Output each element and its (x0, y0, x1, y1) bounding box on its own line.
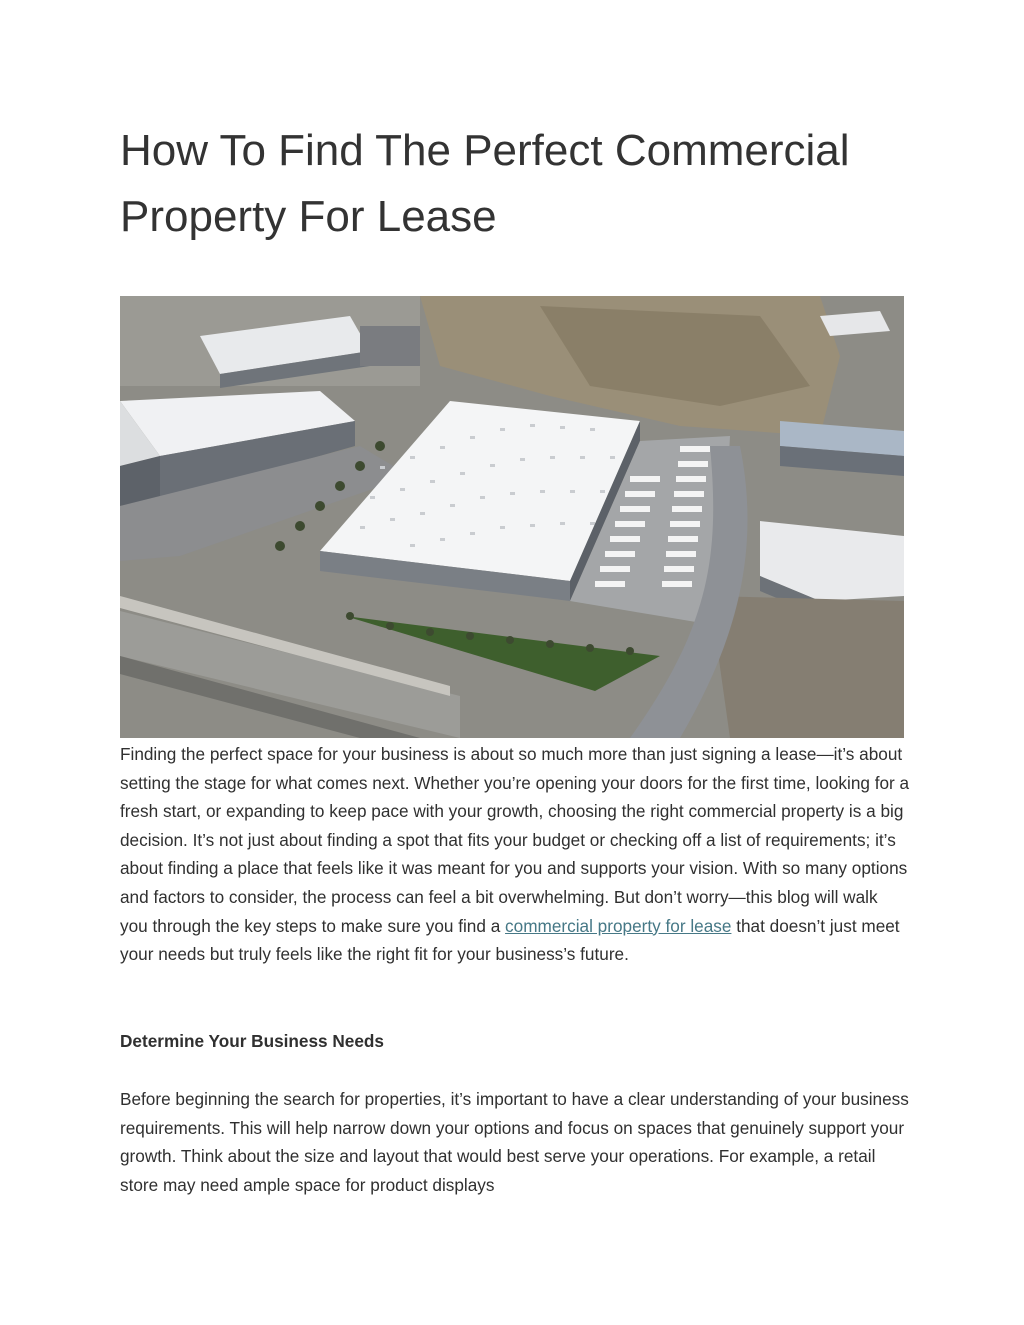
intro-text-start: Finding the perfect space for your business is about so much more than just signing a lease—it’s about setting the stage for what comes next. Whether you’re opening your doors for the first time, looking for a fresh start, or expanding to keep pace with your growth, choosing the right commercial property is a big decision. It’s not just about finding a spot that fits your budget or checking off a list of requirements; it’s about finding a place that feels like it was meant for you and supports your vision. With so many options and factors to consider, the process can feel a bit overwhelming. But don’t worry—this blog will walk you through the key steps to make sure you find a (120, 744, 910, 936)
intro-text-end: that doesn’t just meet your needs but truly feels like the right fit for your business’s future. (120, 915, 900, 965)
warehouse-aerial-illustration (120, 296, 904, 738)
section-paragraph: Before beginning the search for properties, it’s important to have a clear understanding of your business requirements. This will help narrow down your options and focus on spaces that genuinely support your growth. Think about the size and layout that would best serve your operations. For example, a retail store may need ample space for product displays (120, 1089, 909, 1195)
page-title: How To Find The Perfect Commercial Property For Lease (120, 126, 850, 241)
intro-paragraph (120, 740, 910, 969)
hero-image (120, 296, 904, 738)
section-heading: Determine Your Business Needs (120, 1031, 384, 1051)
commercial-property-link[interactable]: commercial property for lease (505, 915, 732, 936)
